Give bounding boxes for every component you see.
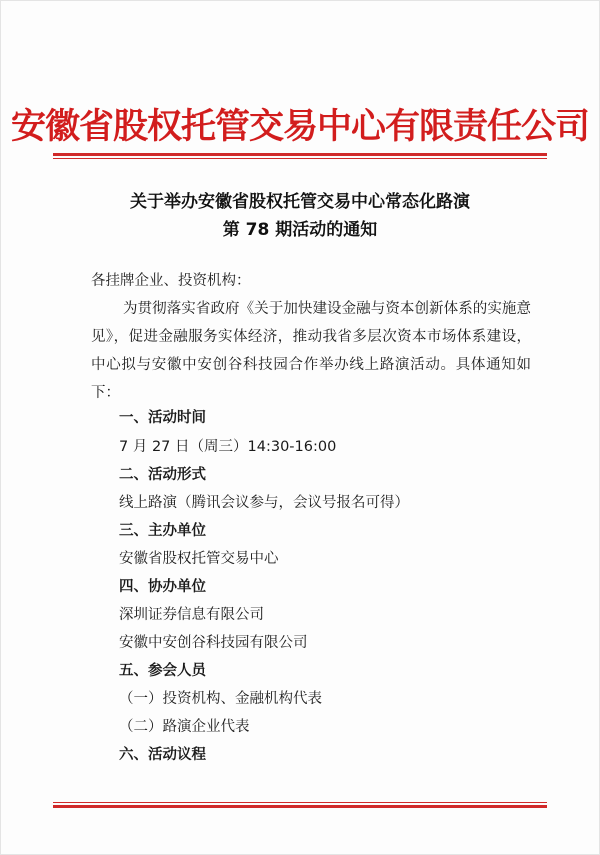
section-content-host: 安徽省股权托管交易中心 (119, 551, 279, 567)
salutation: 各挂牌企业、投资机构： (91, 273, 251, 289)
notice-title-line-1: 关于举办安徽省股权托管交易中心常态化路演 (130, 192, 470, 212)
section-heading-format: 二、活动形式 (119, 467, 206, 483)
header-divider-thin (53, 158, 547, 159)
section-content-format: 线上路演（腾讯会议参与，会议号报名可得） (119, 495, 409, 511)
section-content-time: 7 月 27 日（周三）14:30-16:00 (119, 439, 337, 455)
section-heading-host: 三、主办单位 (119, 523, 206, 539)
footer-divider-thin (53, 802, 547, 803)
section-content-co-organizer-2: 安徽中安创谷科技园有限公司 (119, 635, 308, 651)
header-divider-thick (53, 153, 547, 156)
notice-title (1, 188, 599, 244)
section-heading-participants: 五、参会人员 (119, 663, 206, 679)
notice-title-line-2: 第 78 期活动的通知 (222, 220, 378, 240)
section-content-co-organizer-1: 深圳证券信息有限公司 (119, 607, 264, 623)
section-content-participants-1: （一）投资机构、金融机构代表 (119, 691, 322, 707)
section-heading-co-organizer: 四、协办单位 (119, 579, 206, 595)
footer-divider-thick (53, 805, 547, 808)
section-heading-agenda: 六、活动议程 (119, 747, 206, 763)
section-heading-time: 一、活动时间 (119, 410, 206, 426)
section-content-participants-2: （二）路演企业代表 (119, 719, 250, 735)
organization-name: 安徽省股权托管交易中心有限责任公司 (10, 107, 589, 147)
intro-paragraph: 为贯彻落实省政府《关于加快建设金融与资本创新体系的实施意见》，促进金融服务实体经济，推动我省多层次资本市场体系建设，中心拟与安徽中安创谷科技园合作举办线上路演活动。具体通知如下： (91, 301, 531, 401)
